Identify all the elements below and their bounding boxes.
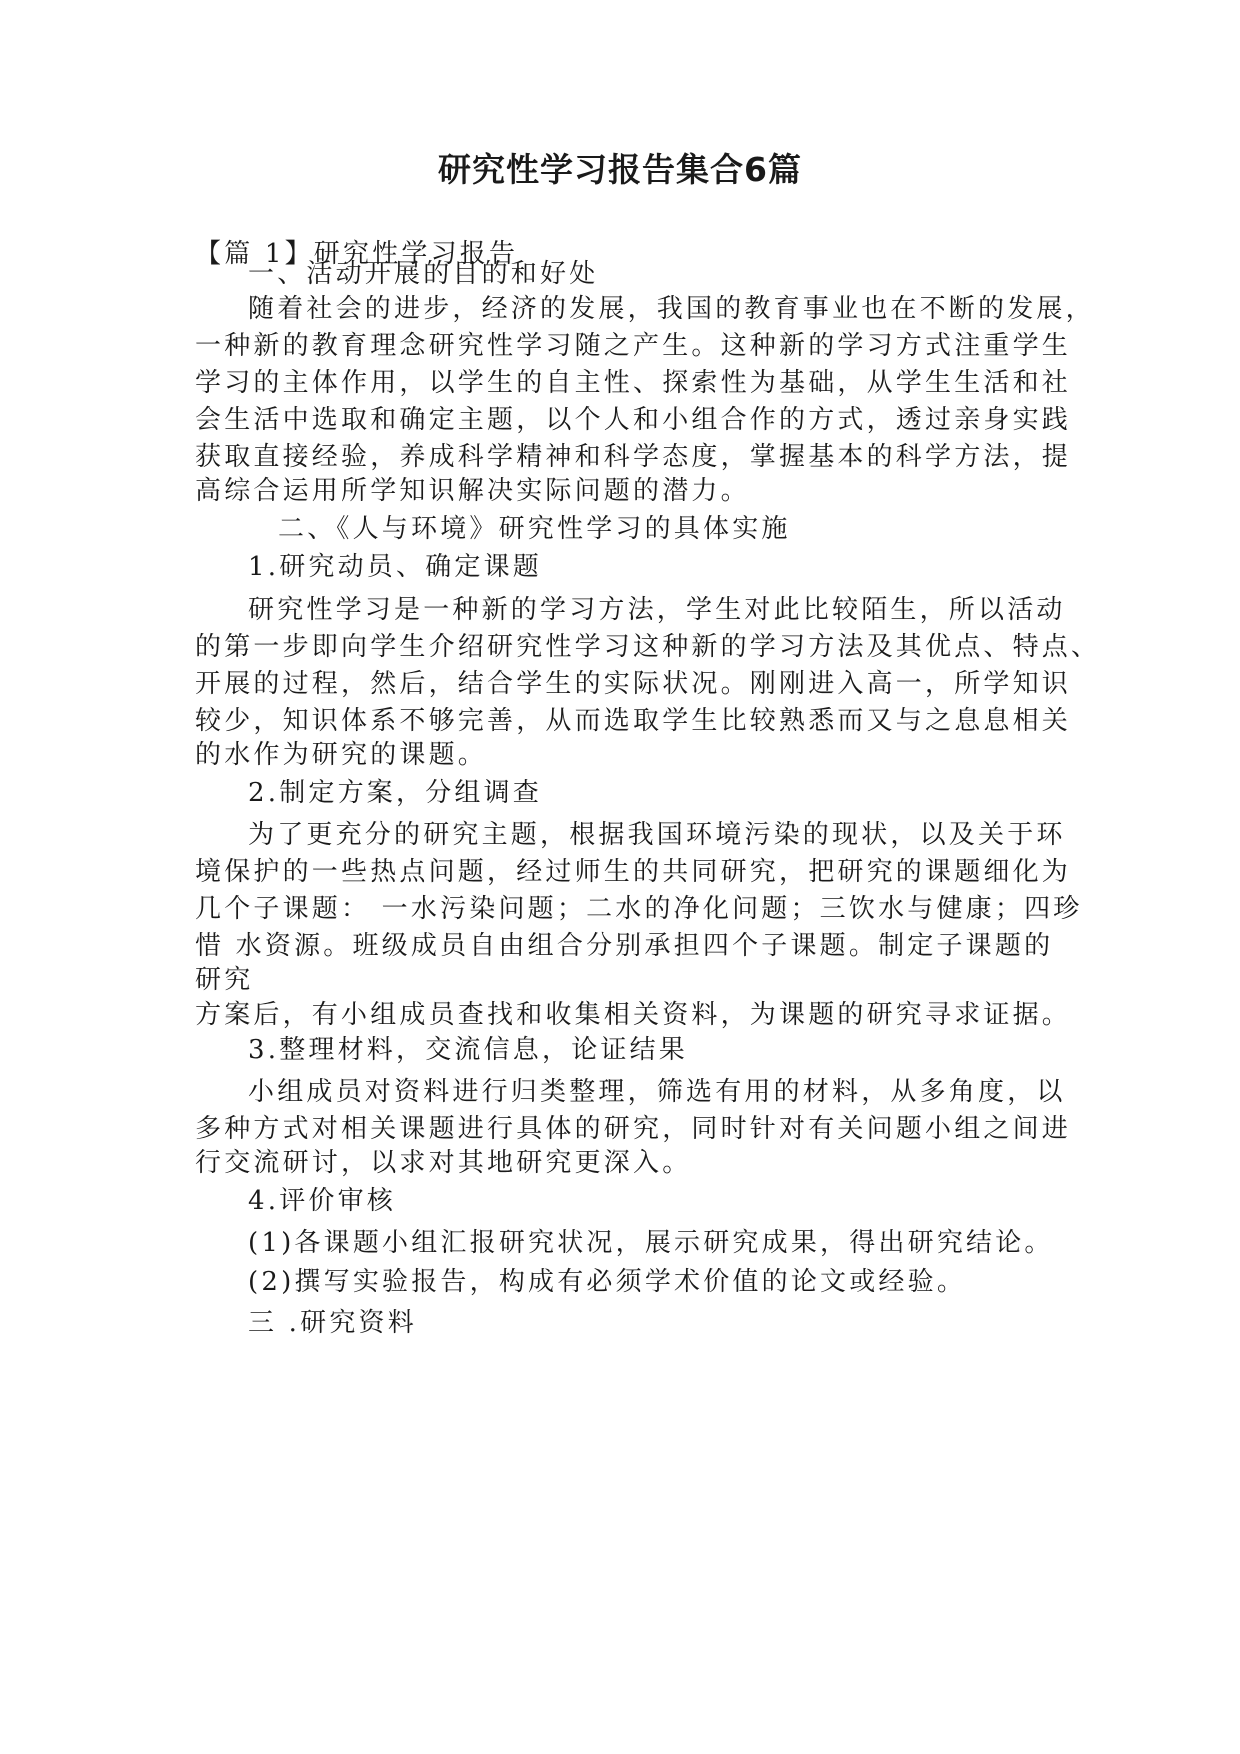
paragraph-line: 获取直接经验，养成科学精神和科学态度，掌握基本的科学方法，提 [195, 442, 1072, 472]
paragraph-line: 的第一步即向学生介绍研究性学习这种新的学习方法及其优点、特点、 [195, 632, 1101, 662]
subheading: 4.评价审核 [248, 1186, 397, 1216]
paragraph-line: 会生活中选取和确定主题，以个人和小组合作的方式，透过亲身实践 [195, 405, 1072, 435]
paragraph-line: 开展的过程，然后，结合学生的实际状况。刚刚进入高一，所学知识 [195, 669, 1072, 699]
paragraph-line: 小组成员对资料进行归类整理，筛选有用的材料，从多角度，以 [248, 1077, 1066, 1107]
subheading: 一、活动开展的目的和好处 [248, 259, 599, 289]
paragraph-line: 多种方式对相关课题进行具体的研究，同时针对有关问题小组之间进 [195, 1114, 1072, 1144]
paragraph-line: 研究性学习是一种新的学习方法，学生对此比较陌生，所以活动 [248, 595, 1066, 625]
paragraph-line: 的水作为研究的课题。 [195, 740, 488, 770]
subheading: 2.制定方案，分组调查 [248, 778, 543, 808]
paragraph-line: 高综合运用所学知识解决实际问题的潜力。 [195, 476, 750, 506]
paragraph-line: 几个子课题： 一水污染问题；二水的净化问题；三饮水与健康；四珍 [195, 894, 1083, 924]
section-heading: 三 .研究资料 [248, 1308, 417, 1338]
paragraph-line: 境保护的一些热点问题，经过师生的共同研究，把研究的课题细化为 [195, 857, 1072, 887]
paragraph-line: 方案后，有小组成员查找和收集相关资料，为课题的研究寻求证据。 [195, 1000, 1072, 1030]
paragraph-line: 较少，知识体系不够完善，从而选取学生比较熟悉而又与之息息相关 [195, 706, 1072, 736]
paragraph-line: 惜 水资源。班级成员自由组合分别承担四个子课题。制定子课题的 [195, 931, 1054, 961]
subheading: 二、《人与环境》研究性学习的具体实施 [278, 514, 791, 544]
paragraph-line: 研究 [195, 965, 254, 995]
paragraph-line: 为了更充分的研究主题，根据我国环境污染的现状，以及关于环 [248, 820, 1066, 850]
document-title: 研究性学习报告集合6篇 [438, 150, 802, 189]
list-item: (2)撰写实验报告，构成有必须学术价值的论文或经验。 [248, 1267, 967, 1297]
subheading: 3.整理材料，交流信息，论证结果 [248, 1035, 689, 1065]
section-heading: 【篇 1】研究性学习报告 [195, 239, 519, 269]
paragraph-line: 一种新的教育理念研究性学习随之产生。这种新的学习方式注重学生 [195, 331, 1072, 361]
paragraph-line: 学习的主体作用，以学生的自主性、探索性为基础，从学生生活和社 [195, 368, 1072, 398]
subheading: 1.研究动员、确定课题 [248, 552, 543, 582]
paragraph-line: 随着社会的进步，经济的发展，我国的教育事业也在不断的发展， [248, 294, 1095, 324]
list-item: (1)各课题小组汇报研究状况，展示研究成果，得出研究结论。 [248, 1228, 1054, 1258]
paragraph-line: 行交流研讨，以求对其地研究更深入。 [195, 1148, 692, 1178]
